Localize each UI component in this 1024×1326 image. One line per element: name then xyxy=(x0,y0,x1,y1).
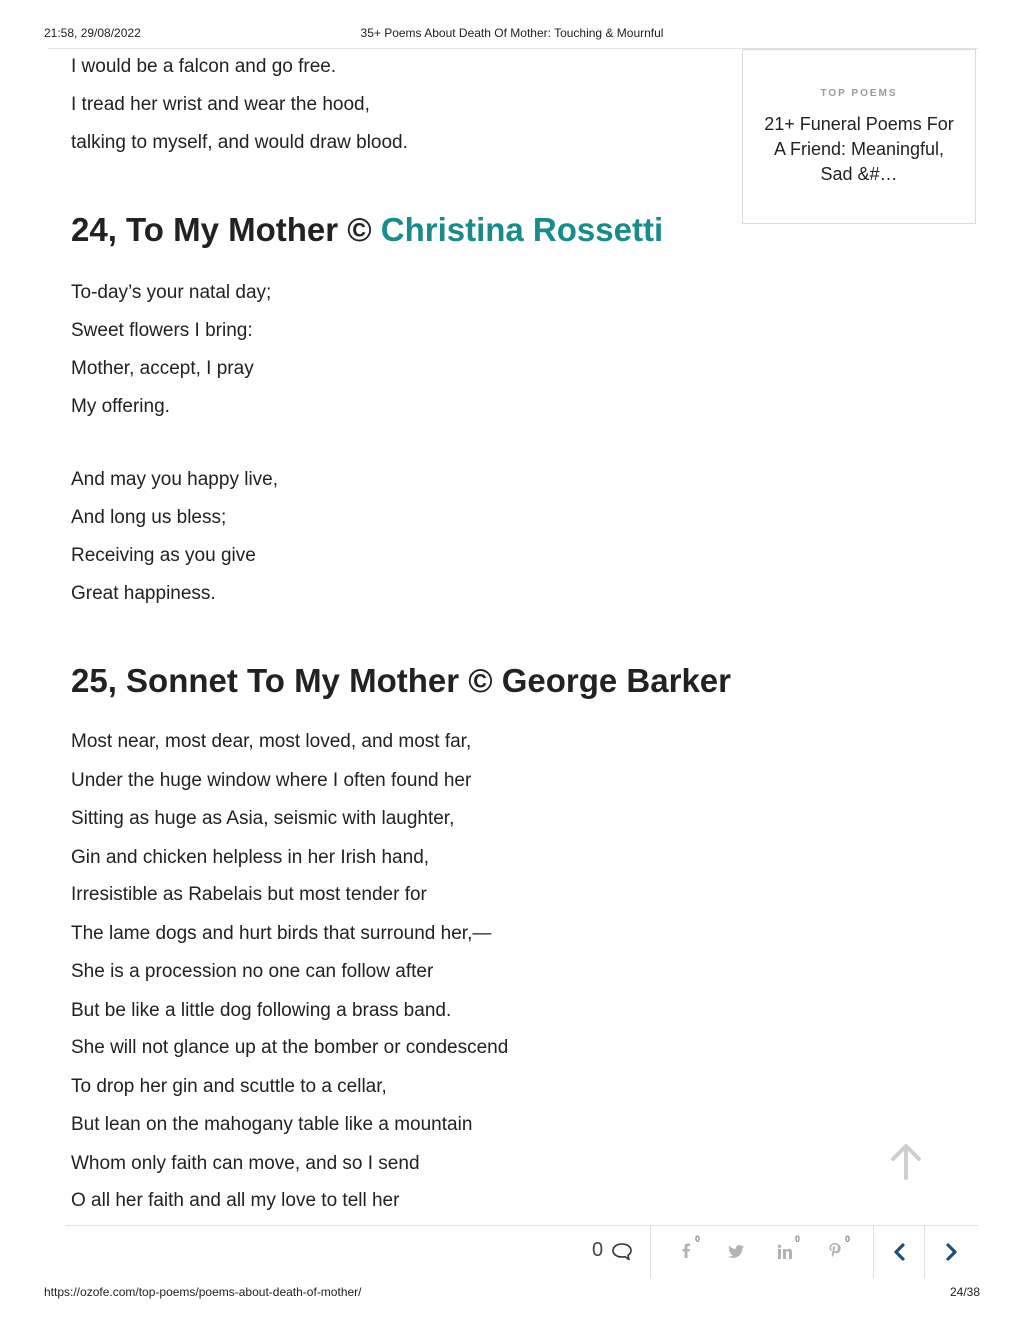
poem-line: But be like a little dog following a brass band. xyxy=(71,1000,452,1021)
facebook-share-count: 0 xyxy=(695,1234,701,1244)
poem-line: O all her faith and all my love to tell her xyxy=(71,1190,400,1211)
top-poem-link[interactable]: 21+ Funeral Poems For A Friend: Meaningful, Sad &#… xyxy=(764,114,954,184)
divider xyxy=(873,1226,874,1278)
poem-line: Irresistible as Rabelais but most tender for xyxy=(71,884,427,905)
top-poems-label: TOP POEMS xyxy=(820,88,898,99)
poem-line: Sweet flowers I bring: xyxy=(71,320,253,341)
poem-line: I would be a falcon and go free. xyxy=(71,56,337,77)
poem-line: But lean on the mahogany table like a mountain xyxy=(71,1114,473,1135)
poem-line: Under the huge window where I often found her xyxy=(71,770,472,791)
poem-line: Sitting as huge as Asia, seismic with laughter, xyxy=(71,808,455,829)
back-to-top-button[interactable] xyxy=(884,1138,928,1182)
next-page-button[interactable] xyxy=(939,1240,963,1264)
print-title: 35+ Poems About Death Of Mother: Touching & Mournful xyxy=(360,26,664,40)
author-link[interactable]: Christina Rossetti xyxy=(380,211,664,248)
pinterest-icon xyxy=(828,1242,842,1260)
arrow-up-icon xyxy=(884,1138,928,1182)
page-url: https://ozofe.com/top-poems/poems-about-death-of-mother/ xyxy=(44,1285,362,1299)
linkedin-share-count: 0 xyxy=(795,1234,801,1244)
print-header xyxy=(0,24,1024,42)
poem-line: She is a procession no one can follow after xyxy=(71,961,434,982)
divider xyxy=(650,1226,651,1278)
share-bar xyxy=(65,1225,978,1280)
poem-25-heading: 25, Sonnet To My Mother © George Barker xyxy=(71,662,731,699)
poem-line: I tread her wrist and wear the hood, xyxy=(71,94,370,115)
poem-line: She will not glance up at the bomber or condescend xyxy=(71,1037,509,1058)
chevron-right-icon xyxy=(939,1240,963,1264)
poem-24-title: 24, To My Mother © xyxy=(71,211,381,248)
linkedin-share-button[interactable] xyxy=(777,1234,807,1264)
poem-line: Mother, accept, I pray xyxy=(71,358,254,379)
print-timestamp: 21:58, 29/08/2022 xyxy=(44,26,141,40)
pinterest-share-count: 0 xyxy=(845,1234,851,1244)
page-number: 24/38 xyxy=(949,1285,980,1299)
comment-icon[interactable] xyxy=(611,1242,633,1262)
poem-line: Great happiness. xyxy=(71,583,216,604)
pinterest-share-button[interactable] xyxy=(827,1234,857,1264)
poem-line: Most near, most dear, most loved, and most far, xyxy=(71,731,472,752)
print-footer xyxy=(0,1285,1024,1303)
poem-line: Whom only faith can move, and so I send xyxy=(71,1153,420,1174)
poem-line: The lame dogs and hurt birds that surround her,— xyxy=(71,923,492,944)
poem-line: To drop her gin and scuttle to a cellar, xyxy=(71,1076,387,1097)
poem-line: Gin and chicken helpless in her Irish hand, xyxy=(71,847,430,868)
twitter-share-button[interactable] xyxy=(727,1240,757,1264)
poem-line: And long us bless; xyxy=(71,507,227,528)
poem-line: talking to myself, and would draw blood. xyxy=(71,132,408,153)
poem-line: To-day’s your natal day; xyxy=(71,282,272,303)
poem-24-heading xyxy=(71,210,663,250)
twitter-icon xyxy=(727,1244,745,1260)
chevron-left-icon xyxy=(888,1240,912,1264)
poem-line: And may you happy live, xyxy=(71,469,279,490)
divider xyxy=(924,1226,925,1278)
facebook-icon xyxy=(679,1242,695,1262)
linkedin-icon xyxy=(777,1244,793,1260)
facebook-share-button[interactable] xyxy=(677,1234,707,1264)
poem-line: My offering. xyxy=(71,396,170,417)
top-poems-card[interactable] xyxy=(742,49,976,224)
comment-count[interactable]: 0 xyxy=(592,1239,604,1261)
poem-line: Receiving as you give xyxy=(71,545,256,566)
previous-page-button[interactable] xyxy=(888,1240,912,1264)
